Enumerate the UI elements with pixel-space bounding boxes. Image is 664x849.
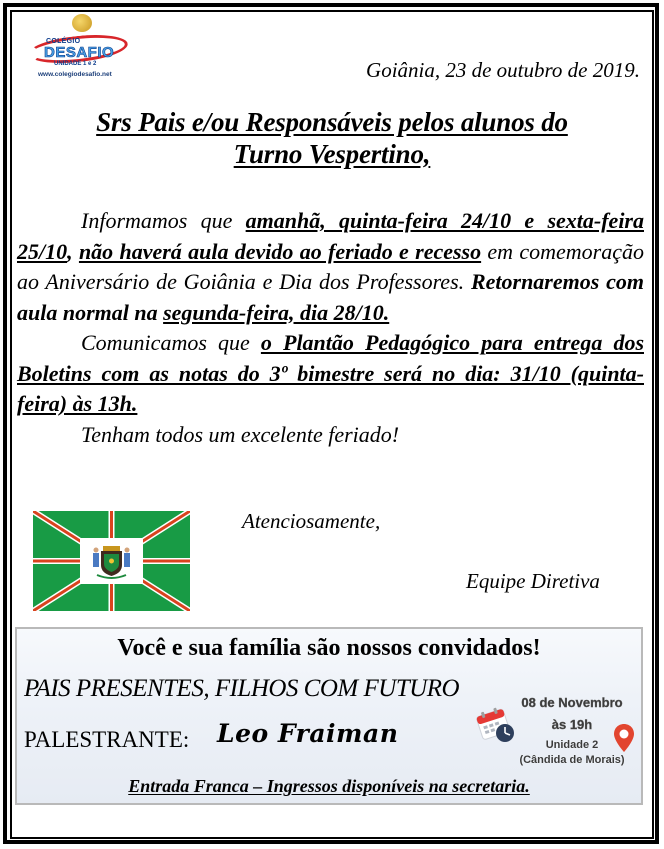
- p1-no-class-highlight: não haverá aula devido ao feriado e recesso: [78, 238, 482, 264]
- invitation-slogan: PAIS PRESENTES, FILHOS COM FUTURO: [24, 675, 460, 702]
- invitation-box: [15, 627, 643, 805]
- event-place: (Cândida de Morais): [519, 754, 625, 766]
- logo-url: www.colegiodesafio.net: [38, 71, 112, 78]
- paragraph-1: [17, 206, 644, 328]
- title-line-1: Srs Pais e/ou Responsáveis pelos alunos do: [96, 107, 568, 137]
- invitation-footer: Entrada Franca – Ingressos disponíveis na secretaria.: [128, 776, 530, 796]
- paragraph-2: [17, 328, 644, 420]
- title-line-2: Turno Vespertino,: [233, 139, 431, 169]
- event-time: às 19h: [551, 717, 593, 732]
- letter-title: [0, 106, 664, 170]
- letter-body: [17, 206, 644, 450]
- p1-dates-highlight: amanhã, quinta-feira 24/10 e sexta-feira 25/10: [17, 208, 644, 264]
- p1-text-2: em comemoração ao Aniversário de Goiânia e Dia dos Professores.: [17, 238, 644, 294]
- logo-brand-main: DESAFIO: [44, 44, 115, 61]
- p1-return-date-highlight: segunda-feira, dia 28/10.: [163, 299, 390, 325]
- closing-text: Atenciosamente,: [242, 509, 381, 533]
- signature-text: Equipe Diretiva: [466, 569, 600, 593]
- p1-sep: ,: [67, 238, 79, 264]
- speaker-label: PALESTRANTE:: [24, 727, 190, 752]
- letter-date: Goiânia, 23 de outubro de 2019.: [366, 58, 640, 82]
- p1-text: Informamos que: [81, 208, 246, 233]
- speaker-name: Leo Fraiman: [217, 719, 399, 748]
- p3-text: Tenham todos um excelente feriado!: [81, 421, 400, 447]
- goiania-flag: [33, 511, 190, 611]
- school-logo: [24, 14, 134, 80]
- p2-text: Comunicamos que: [81, 330, 261, 355]
- paragraph-3: [17, 420, 644, 451]
- invitation-title: Você e sua família são nossos convidados!: [117, 635, 541, 661]
- logo-brand-sub: UNIDADE 1 e 2: [54, 61, 97, 67]
- logo-brand-top: COLÉGIO: [46, 38, 81, 45]
- flag-icon: [33, 511, 190, 611]
- p2-plantao-highlight: o Plantão Pedagógico para entrega dos Boletins com as notas do 3º bimestre será no dia: 31/10 (quinta-feira) às 13h.: [17, 330, 644, 416]
- seal-icon: [72, 14, 92, 32]
- event-date: 08 de Novembro: [521, 695, 623, 710]
- location-pin-icon: [613, 723, 635, 753]
- event-unit: Unidade 2: [545, 739, 599, 751]
- p1-return-text: Retornaremos com aula normal na: [17, 269, 644, 325]
